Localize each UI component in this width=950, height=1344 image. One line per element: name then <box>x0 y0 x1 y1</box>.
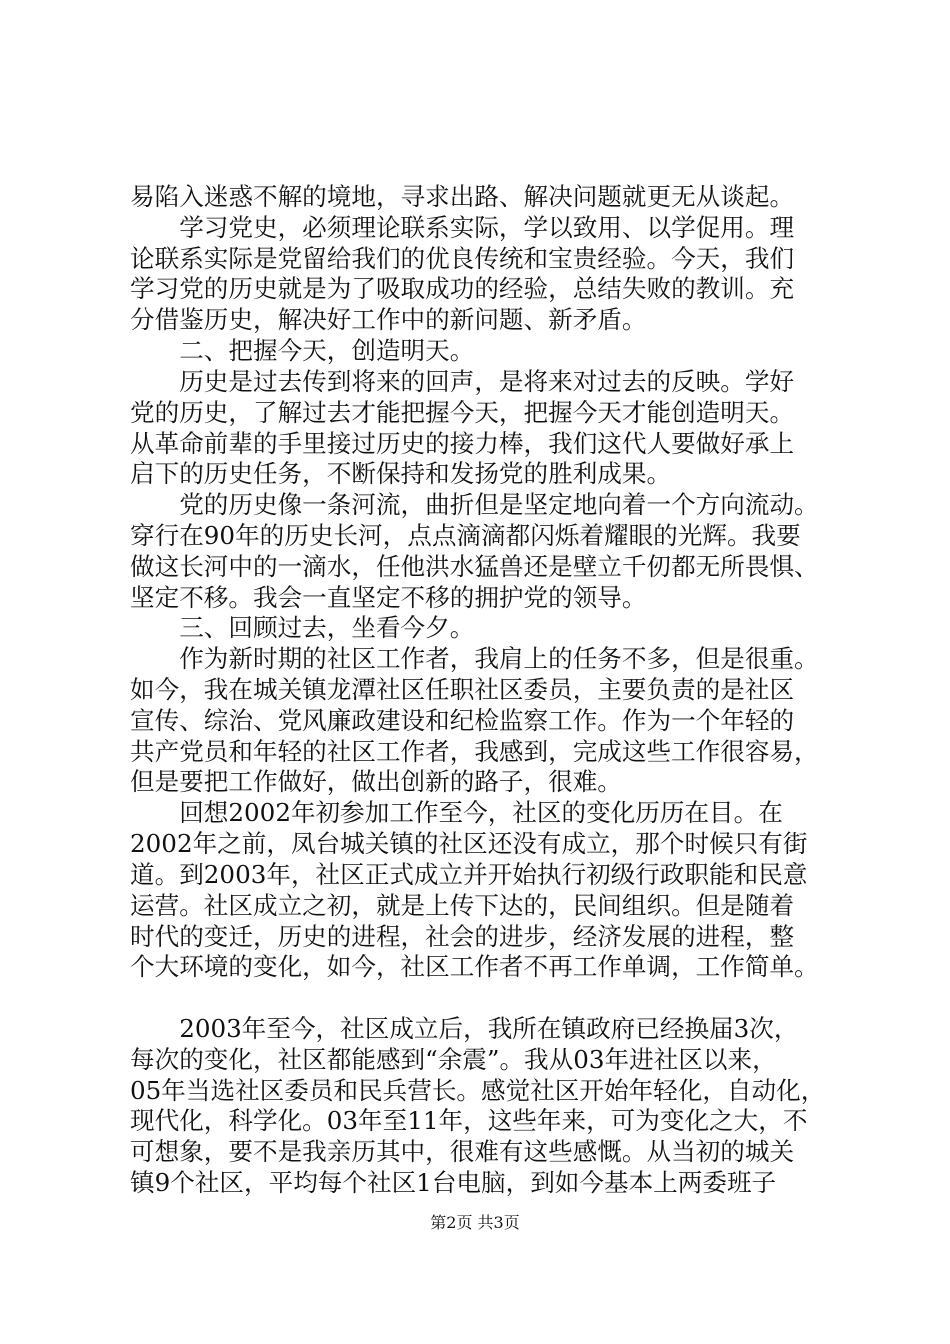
text-line: 党的历史，了解过去才能把握今天，把握今天才能创造明天。 <box>130 398 795 427</box>
section-heading: 二、把握今天，创造明天。 <box>130 336 475 365</box>
text-line: 现代化，科学化。03年至11年，这些年来，可为变化之大，不 <box>130 1106 808 1135</box>
text-line: 个大环境的变化，如今，社区工作者不再工作单调，工作简单。 <box>130 952 819 981</box>
text-line: 做这长河中的一滴水，任他洪水猛兽还是壁立千仞都无所畏惧、 <box>130 552 819 581</box>
text-line: 分借鉴历史，解决好工作中的新问题、新矛盾。 <box>130 305 647 334</box>
text-line: 每次的变化，社区都能感到“余震”。我从03年进社区以来， <box>130 1045 777 1074</box>
text-line: 2003年至今，社区成立后，我所在镇政府已经换届3次， <box>130 1014 799 1043</box>
text-line: 镇9个社区，平均每个社区1台电脑，到如今基本上两委班子 <box>130 1168 777 1197</box>
blank-line <box>130 981 830 1015</box>
text-line: 学习党的历史就是为了吸取成功的经验，总结失败的教训。充 <box>130 274 795 303</box>
text-line: 历史是过去传到将来的回声，是将来对过去的反映。学好 <box>130 367 795 396</box>
text-line: 05年当选社区委员和民兵营长。感觉社区开始年轻化，自动化， <box>130 1076 826 1105</box>
page-number-footer: 第2页 共3页 <box>430 1213 520 1232</box>
text-line: 党的历史像一条河流，曲折但是坚定地向着一个方向流动。 <box>130 490 819 519</box>
text-line: 回想2002年初参加工作至今，社区的变化历历在目。在 <box>130 798 783 827</box>
text-line: 从革命前辈的手里接过历史的接力棒，我们这代人要做好承上 <box>130 429 795 458</box>
text-line: 论联系实际是党留给我们的优良传统和宝贵经验。今天，我们 <box>130 244 795 273</box>
text-line: 共产党员和年轻的社区工作者，我感到，完成这些工作很容易， <box>130 737 819 766</box>
text-line: 可想象，要不是我亲历其中，很难有这些感慨。从当初的城关 <box>130 1137 795 1166</box>
section-heading: 三、回顾过去，坐看今夕。 <box>130 613 475 642</box>
text-line: 穿行在90年的历史长河，点点滴滴都闪烁着耀眼的光辉。我要 <box>130 521 801 550</box>
text-line: 学习党史，必须理论联系实际，学以致用、以学促用。理 <box>130 213 795 242</box>
text-line: 道。到2003年，社区正式成立并开始执行初级行政职能和民意 <box>130 860 808 889</box>
text-line: 坚定不移。我会一直坚定不移的拥护党的领导。 <box>130 583 647 612</box>
text-line: 如今，我在城关镇龙潭社区任职社区委员，主要负责的是社区 <box>130 675 795 704</box>
text-line: 易陷入迷惑不解的境地，寻求出路、解决问题就更无从谈起。 <box>130 182 795 211</box>
text-line: 作为新时期的社区工作者，我肩上的任务不多，但是很重。 <box>130 644 819 673</box>
text-line: 启下的历史任务，不断保持和发扬党的胜利成果。 <box>130 459 672 488</box>
text-line: 宣传、综治、党风廉政建设和纪检监察工作。作为一个年轻的 <box>130 706 795 735</box>
text-line: 但是要把工作做好，做出创新的路子，很难。 <box>130 767 622 796</box>
text-line: 2002年之前，凤台城关镇的社区还没有成立，那个时候只有街 <box>130 829 808 858</box>
text-line: 时代的变迁，历史的进程，社会的进步，经济发展的进程，整 <box>130 922 795 951</box>
text-line: 运营。社区成立之初，就是上传下达的，民间组织。但是随着 <box>130 891 795 920</box>
